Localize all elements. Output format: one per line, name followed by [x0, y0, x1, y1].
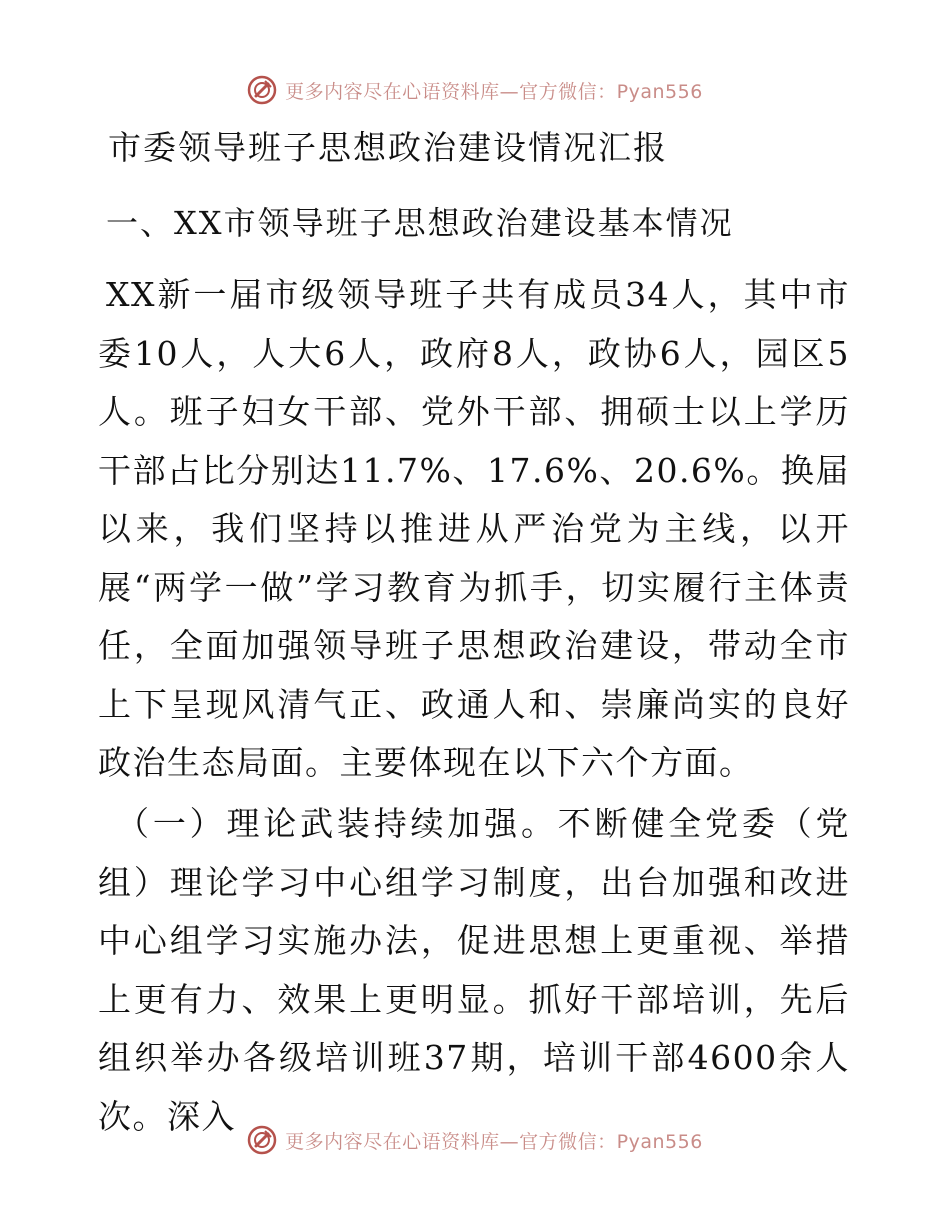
body-paragraph-theory: （一）理论武装持续加强。不断健全党委（党组）理论学习中心组学习制度，出台加强和改进中心组学习实施办法，促进思想上更重视、举措上更有力、效果上更明显。抓好干部培训，先后组织举办各级培训班37期，培训干部4600余人次。深入: [98, 804, 850, 1136]
watermark-text: 更多内容尽在心语资料库—官方微信：Pyan556: [285, 80, 703, 103]
watermark-footer: [0, 1120, 950, 1160]
seal-logo-icon: [247, 1125, 277, 1155]
seal-logo-icon: [247, 75, 277, 105]
body-paragraph-overview: XX新一届市级领导班子共有成员34人，其中市委10人，人大6人，政府8人，政协6人，园区5人。班子妇女干部、党外干部、拥硕士以上学历干部占比分别达11.7%、17.6%、20.6%。换届以来，我们坚持以推进从严治党为主线，以开展“两学一做”学习教育为抓手，切实履行主体责任，全面加强领导班子思想政治建设，带动全市上下呈现风清气正、政通人和、崇廉尚实的良好政治生态局面。主要体现在以下六个方面。: [98, 275, 850, 782]
watermark-header-content: [247, 75, 703, 105]
watermark-header: [0, 70, 950, 110]
section-heading: 一、XX市领导班子思想政治建设基本情况: [106, 204, 734, 242]
watermark-footer-content: [247, 1125, 703, 1155]
watermark-text: 更多内容尽在心语资料库—官方微信：Pyan556: [285, 1130, 703, 1153]
document-title: 市委领导班子思想政治建设情况汇报: [108, 128, 668, 167]
